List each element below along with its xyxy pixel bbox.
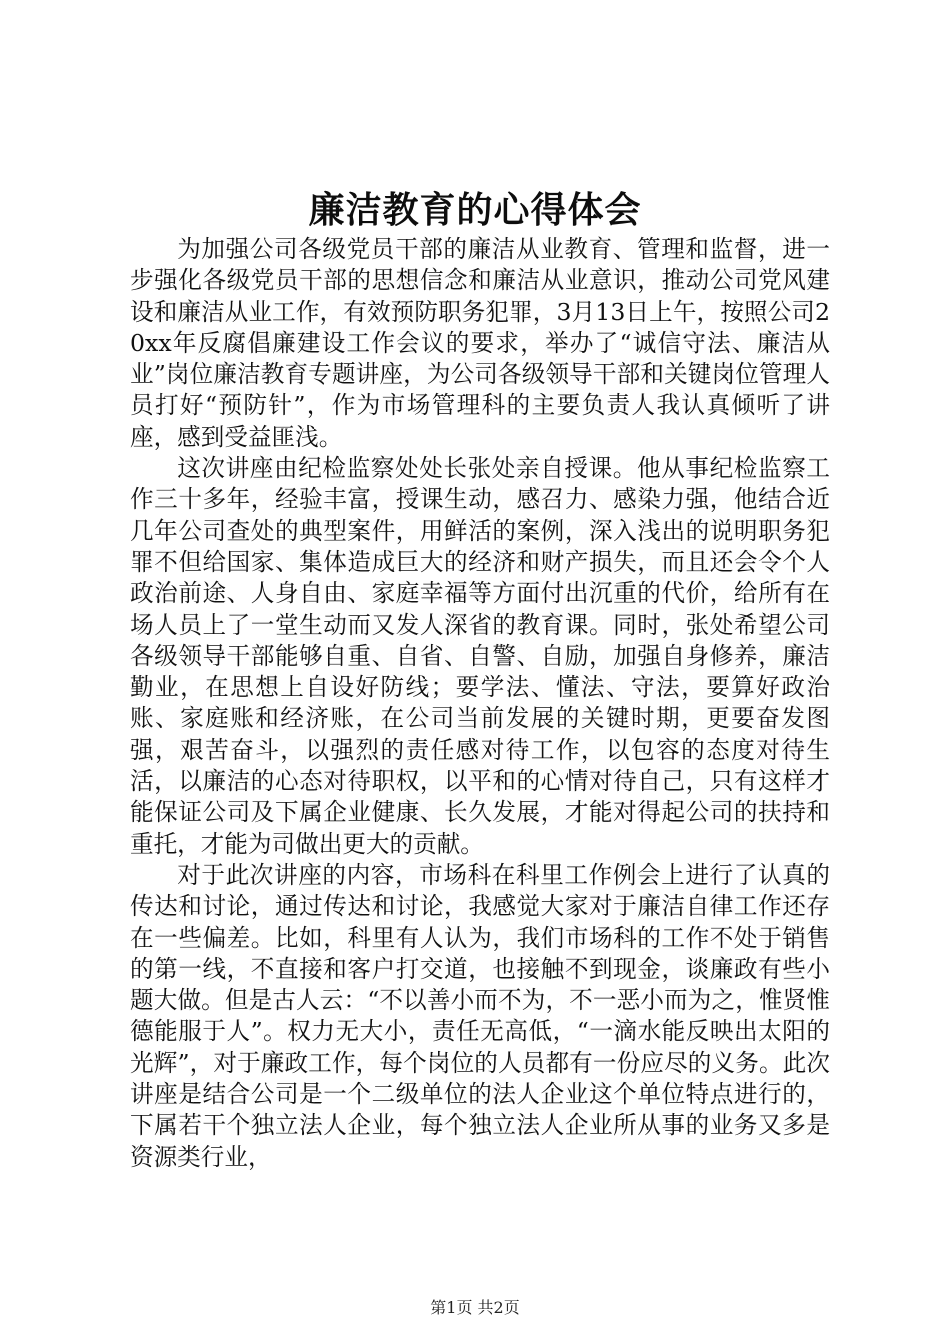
paragraph-2: 这次讲座由纪检监察处处长张处亲自授课。他从事纪检监察工作三十多年，经验丰富，授课生动，感召力、感染力强，他结合近几年公司查处的典型案件，用鲜活的案例，深入浅出的说明职务犯罪不但给国家、集体造成巨大的经济和财产损失，而且还会令个人政治前途、人身自由、家庭幸福等方面付出沉重的代价，给所有在场人员上了一堂生动而又发人深省的教育课。同时，张处希望公司各级领导干部能够自重、自省、自警、自励，加强自身修养，廉洁勤业，在思想上自设好防线；要学法、懂法、守法，要算好政治账、家庭账和经济账，在公司当前发展的关键时期，更要奋发图强，艰苦奋斗，以强烈的责任感对待工作，以包容的态度对待生活，以廉洁的心态对待职权，以平和的心情对待自己，只有这样才能保证公司及下属企业健康、长久发展，才能对得起公司的扶持和重托，才能为司做出更大的贡献。	[130, 454, 830, 858]
page-number-footer: 第1页 共2页	[430, 1298, 520, 1317]
paragraph-1: 为加强公司各级党员干部的廉洁从业教育、管理和监督，进一步强化各级党员干部的思想信念和廉洁从业意识，推动公司党风建设和廉洁从业工作，有效预防职务犯罪，3月13日上午，按照公司20xx年反腐倡廉建设工作会议的要求，举办了“诚信守法、廉洁从业”岗位廉洁教育专题讲座，为公司各级领导干部和关键岗位管理人员打好“预防针”，作为市场管理科的主要负责人我认真倾听了讲座，感到受益匪浅。	[130, 235, 830, 451]
document-body	[130, 234, 830, 1173]
page-title: 廉洁教育的心得体会	[308, 189, 642, 231]
paragraph-3: 对于此次讲座的内容，市场科在科里工作例会上进行了认真的传达和讨论，通过传达和讨论，我感觉大家对于廉洁自律工作还存在一些偏差。比如，科里有人认为，我们市场科的工作不处于销售的第一线，不直接和客户打交道，也接触不到现金，谈廉政有些小题大做。但是古人云：“不以善小而不为，不一恶小而为之，惟贤惟德能服于人”。权力无大小，责任无高低，“一滴水能反映出太阳的光辉”，对于廉政工作，每个岗位的人员都有一份应尽的义务。此次讲座是结合公司是一个二级单位的法人企业这个单位特点进行的，下属若干个独立法人企业，每个独立法人企业所从事的业务又多是资源类行业，	[130, 860, 830, 1171]
